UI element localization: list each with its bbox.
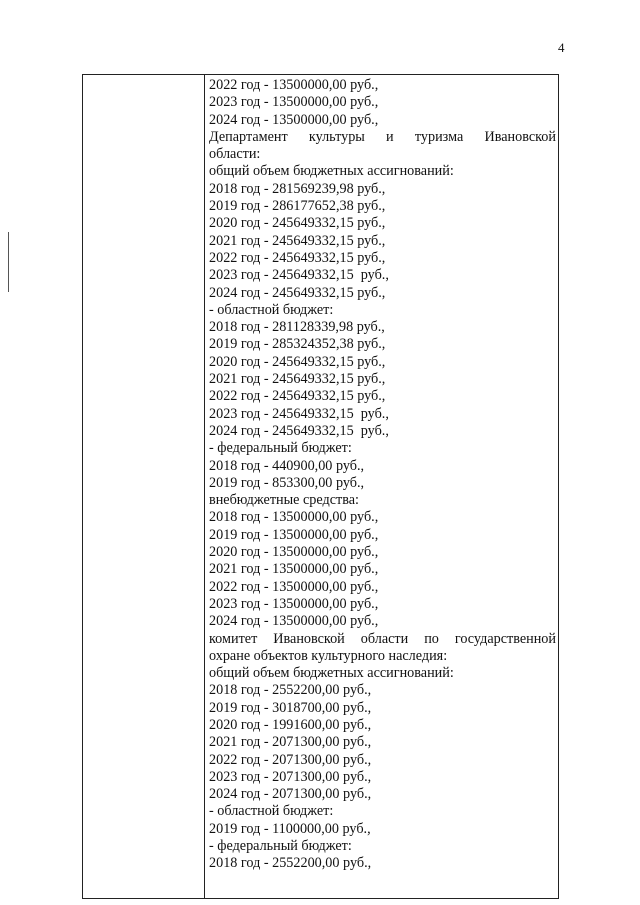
text-line: 2019 год - 286177652,38 руб., xyxy=(209,198,386,215)
text-line: - федеральный бюджет: xyxy=(209,838,352,855)
text-line: 2022 год - 13500000,00 руб., xyxy=(209,578,379,595)
text-line: 2019 год - 853300,00 руб., xyxy=(209,474,365,491)
text-line: Департамент культуры и туризма Ивановской xyxy=(209,128,556,145)
text-line: 2018 год - 13500000,00 руб., xyxy=(209,509,379,526)
text-line: 2023 год - 2071300,00 руб., xyxy=(209,768,372,785)
text-line: 2021 год - 245649332,15 руб., xyxy=(209,371,386,388)
text-line: 2020 год - 1991600,00 руб., xyxy=(209,716,372,733)
text-line: внебюджетные средства: xyxy=(209,492,359,509)
text-line: охране объектов культурного наследия: xyxy=(209,647,448,664)
text-line: - федеральный бюджет: xyxy=(209,440,352,457)
text-line: 2022 год - 245649332,15 руб., xyxy=(209,249,386,266)
table-right-cell xyxy=(209,77,556,873)
text-line: общий объем бюджетных ассигнований: xyxy=(209,163,454,180)
text-line: 2019 год - 3018700,00 руб., xyxy=(209,699,372,716)
text-line: 2022 год - 2071300,00 руб., xyxy=(209,751,372,768)
text-line: 2024 год - 245649332,15 руб., xyxy=(209,422,389,439)
text-line: 2020 год - 245649332,15 руб., xyxy=(209,353,386,370)
text-line: 2019 год - 13500000,00 руб., xyxy=(209,526,379,543)
document-table xyxy=(82,74,559,899)
text-line: 2024 год - 245649332,15 руб., xyxy=(209,284,386,301)
text-line: 2022 год - 245649332,15 руб., xyxy=(209,388,386,405)
text-line: 2018 год - 2552200,00 руб., xyxy=(209,855,372,872)
margin-mark xyxy=(8,232,9,292)
text-line: 2021 год - 13500000,00 руб., xyxy=(209,561,379,578)
text-line: 2024 год - 13500000,00 руб., xyxy=(209,613,379,630)
text-line: области: xyxy=(209,146,261,163)
text-line: 2022 год - 13500000,00 руб., xyxy=(209,77,379,93)
text-line: 2019 год - 1100000,00 руб., xyxy=(209,820,371,837)
text-line: комитет Ивановской области по государственной xyxy=(209,630,556,647)
text-line: 2020 год - 245649332,15 руб., xyxy=(209,215,386,232)
text-line: 2023 год - 245649332,15 руб., xyxy=(209,267,389,284)
text-line: 2018 год - 440900,00 руб., xyxy=(209,457,365,474)
text-line: 2018 год - 2552200,00 руб., xyxy=(209,682,372,699)
text-line: 2021 год - 245649332,15 руб., xyxy=(209,232,386,249)
text-line: 2024 год - 2071300,00 руб., xyxy=(209,786,372,803)
text-line: - областной бюджет: xyxy=(209,301,334,318)
text-line: 2020 год - 13500000,00 руб., xyxy=(209,544,379,561)
text-line: 2018 год - 281128339,98 руб., xyxy=(209,319,385,336)
text-line: 2019 год - 285324352,38 руб., xyxy=(209,336,386,353)
text-line: 2021 год - 2071300,00 руб., xyxy=(209,734,372,751)
text-line: 2023 год - 245649332,15 руб., xyxy=(209,405,389,422)
text-line: общий объем бюджетных ассигнований: xyxy=(209,665,454,682)
text-line: 2024 год - 13500000,00 руб., xyxy=(209,111,379,128)
text-line: 2018 год - 281569239,98 руб., xyxy=(209,180,386,197)
page-number: 4 xyxy=(558,40,565,55)
text-line: 2023 год - 13500000,00 руб., xyxy=(209,94,379,111)
text-line: 2023 год - 13500000,00 руб., xyxy=(209,595,379,612)
text-line: - областной бюджет: xyxy=(209,803,334,820)
column-divider xyxy=(204,75,205,898)
